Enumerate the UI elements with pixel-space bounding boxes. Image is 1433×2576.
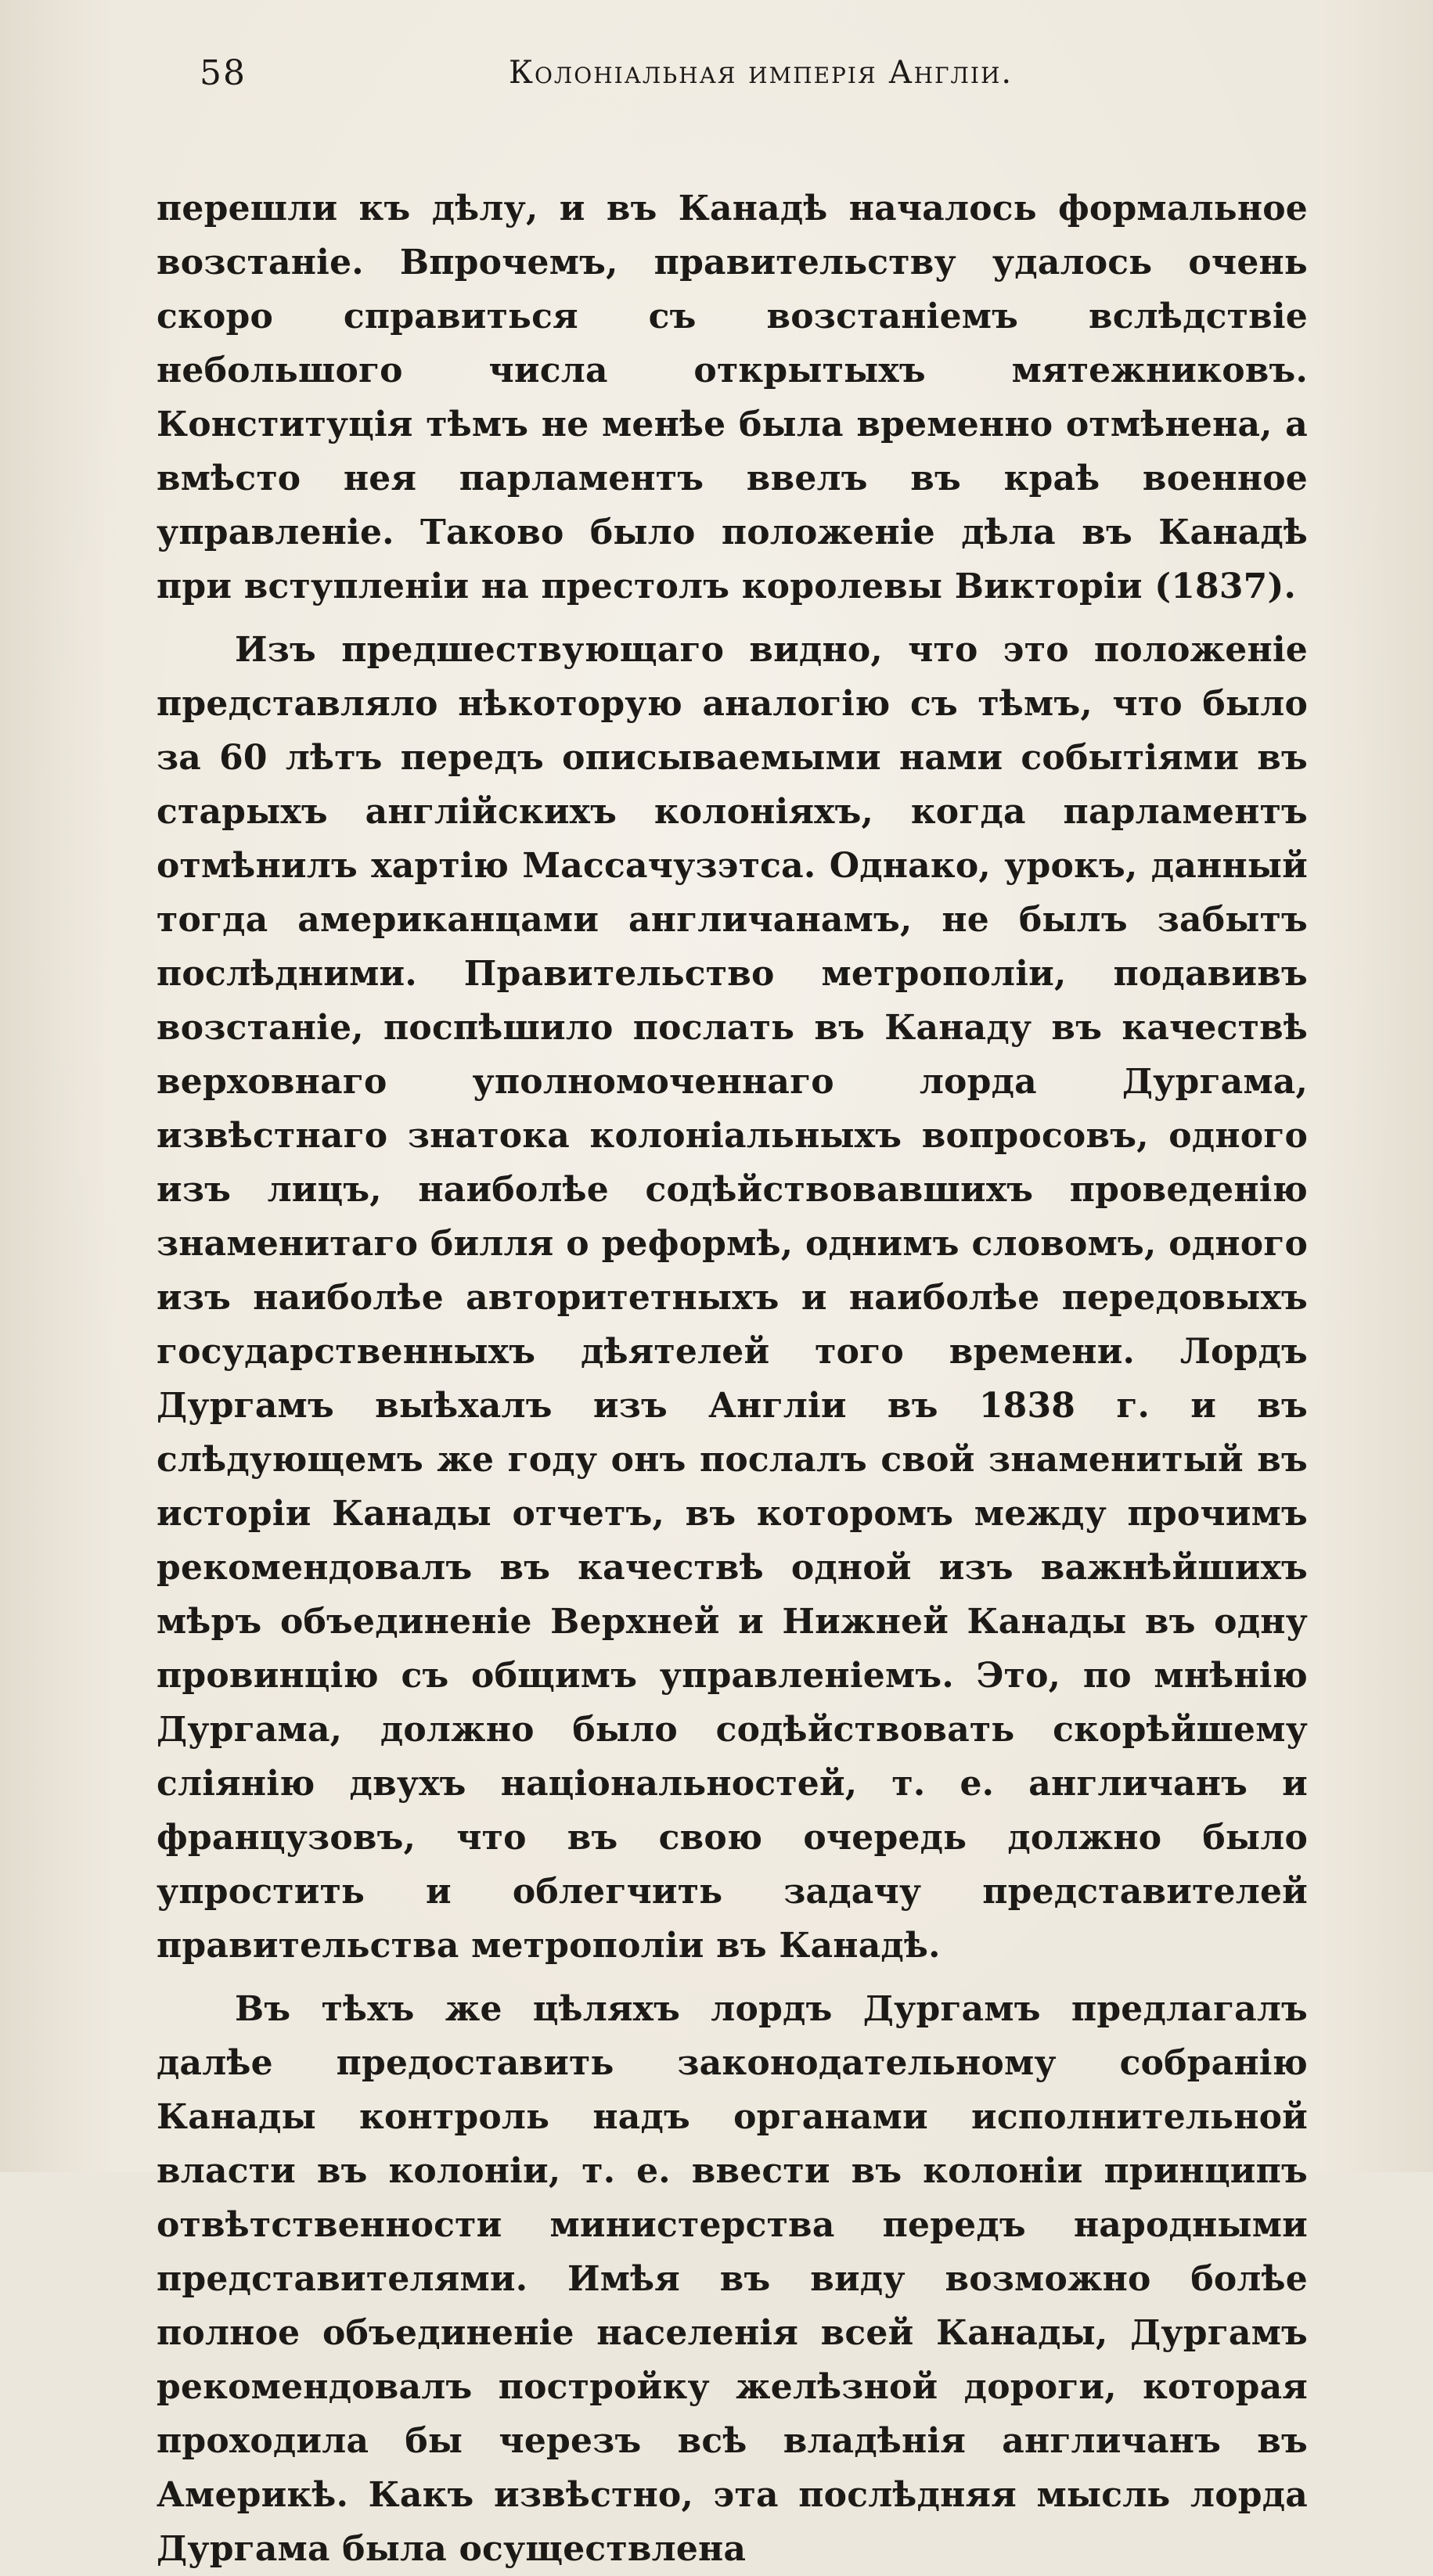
page-number: 58 [200, 53, 247, 93]
paragraph: Изъ предшествующаго видно, что это положеніе представляло нѣкоторую аналогію съ тѣмъ, что было за 60 лѣтъ передъ описываемыми нами событіями въ старыхъ англійскихъ колоніяхъ, когда парламентъ отмѣнилъ хартію Массачузэтса. Однако, урокъ, данный тогда американцами англичанамъ, не былъ забытъ послѣдними. Правительство метрополіи, подавивъ возстаніе, поспѣшило послать въ Канаду въ качествѣ верховнаго уполномоченнаго лорда Дургама, извѣстнаго знатока колоніальныхъ вопросовъ, одного изъ лицъ, наиболѣе содѣйствовавшихъ проведенію знаменитаго билля о реформѣ, однимъ словомъ, одного изъ наиболѣе авторитетныхъ и наиболѣе передовыхъ государственныхъ дѣятелей того времени. Лордъ Дургамъ выѣхалъ изъ Англіи въ 1838 г. и въ слѣдующемъ же году онъ послалъ свой знаменитый въ исторіи Канады отчетъ, въ которомъ между прочимъ рекомендовалъ въ качествѣ одной изъ важнѣйшихъ мѣръ объединеніе Верхней и Нижней Канады въ одну провинцію съ общимъ управленіемъ. Это, по мнѣнію Дургама, должно было содѣйствовать скорѣйшему сліянію двухъ національностей, т. е. англичанъ и французовъ, что въ свою очередь должно было упростить и облегчить задачу представителей правительства метрополіи въ Канадѣ. [157, 630, 1308, 1966]
paragraph-continued: перешли къ дѣлу, и въ Канадѣ началось формальное возстаніе. Впрочемъ, правительству удалось очень скоро справиться съ возстаніемъ вслѣдствіе небольшого числа открытыхъ мятежниковъ. Конституція тѣмъ не менѣе была временно отмѣнена, а вмѣсто нея парламентъ ввелъ въ краѣ военное управленіе. Таково было положеніе дѣла въ Канадѣ при вступленіи на престолъ королевы Викторіи (1837). [157, 189, 1308, 606]
paragraph: Въ тѣхъ же цѣляхъ лордъ Дургамъ предлагалъ далѣе предоставить законодательному собранію Канады контроль надъ органами исполнительной власти въ колоніи, т. е. ввести въ колоніи принципъ отвѣтственности министерства передъ народными представителями. Имѣя въ виду возможно болѣе полное объединеніе населенія всей Канады, Дургамъ рекомендовалъ постройку желѣзной дороги, которая проходила бы черезъ всѣ владѣнія англичанъ въ Америкѣ. Какъ извѣстно, эта послѣдняя мысль лорда Дургама была осуществлена [157, 1989, 1308, 2569]
running-title: Колоніальная имперія Англіи. [509, 55, 1014, 91]
running-head [157, 47, 1308, 110]
body-text [157, 182, 1308, 2576]
